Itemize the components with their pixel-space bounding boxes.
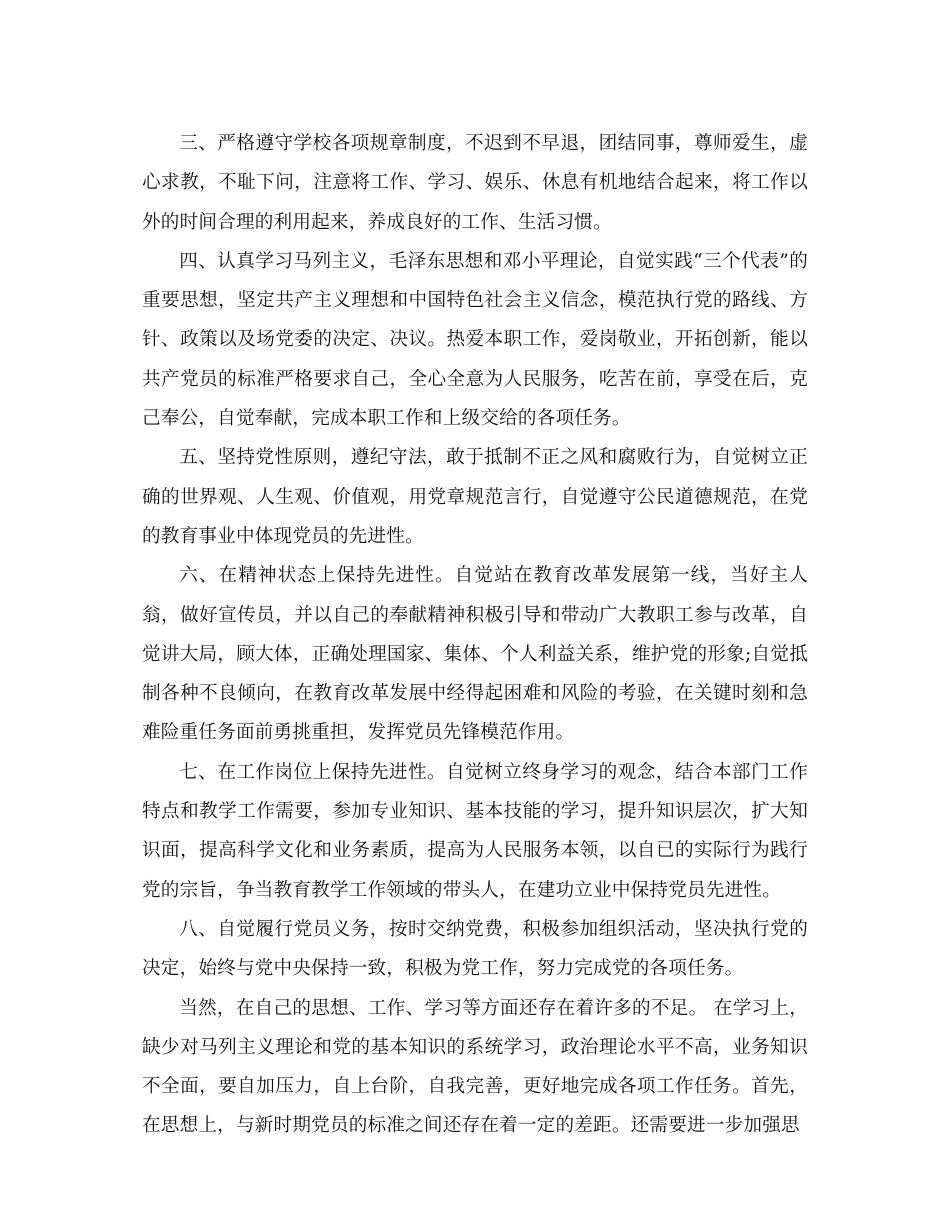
paragraph-4: 四、认真学习马列主义，毛泽东思想和邓小平理论，自觉实践“三个代表”的重要思想，坚定共产主义理想和中国特色社会主义信念，模范执行党的路线、方针、政策以及场党委的决定、决议。热爱本职工作，爱岗敬业，开拓创新，能以共产党员的标准严格要求自己，全心全意为人民服务，吃苦在前，享受在后，克己奉公，自觉奉献，完成本职工作和上级交给的各项任务。 bbox=[142, 250, 808, 430]
paragraph-5: 五、坚持党性原则，遵纪守法，敢于抵制不正之风和腐败行为，自觉树立正确的世界观、人生观、价值观，用党章规范言行，自觉遵守公民道德规范，在党的教育事业中体现党员的先进性。 bbox=[142, 447, 808, 547]
paragraph-6: 六、在精神状态上保持先进性。自觉站在教育改革发展第一线，当好主人翁，做好宣传员，并以自己的奉献精神积极引导和带动广大教职工参与改革，自觉讲大局，顾大体，正确处理国家、集体、个人利益关系，维护党的形象;自觉抵制各种不良倾向，在教育改革发展中经得起困难和风险的考验，在关键时刻和急难险重任务面前勇挑重担，发挥党员先锋模范作用。 bbox=[142, 565, 808, 744]
paragraph-3: 三、严格遵守学校各项规章制度，不迟到不早退，团结同事，尊师爱生，虚心求教，不耻下问，注意将工作、学习、娱乐、休息有机地结合起来，将工作以外的时间合理的利用起来，养成良好的工作、生活习惯。 bbox=[142, 133, 808, 233]
paragraph-shortcomings: 当然，在自己的思想、工作、学习等方面还存在着许多的不足。 在学习上，缺少对马列主义理论和党的基本知识的系统学习，政治理论水平不高，业务知识不全面，要自加压力，自上台阶，自我完善，更好地完成各项工作任务。首先，在思想上，与新时期党员的标准之间还存在着一定的差距。还需要进一步加强思 bbox=[142, 997, 808, 1137]
document-body bbox=[142, 124, 808, 1146]
paragraph-7: 七、在工作岗位上保持先进性。自觉树立终身学习的观念，结合本部门工作特点和教学工作需要，参加专业知识、基本技能的学习，提升知识层次，扩大知识面，提高科学文化和业务素质，提高为人民服务本领，以自已的实际行为践行党的宗旨，争当教育教学工作领域的带头人，在建功立业中保持党员先进性。 bbox=[142, 761, 808, 901]
paragraph-8: 八、自觉履行党员义务，按时交纳党费，积极参加组织活动，坚决执行党的决定，始终与党中央保持一致，积极为党工作，努力完成党的各项任务。 bbox=[142, 918, 808, 980]
